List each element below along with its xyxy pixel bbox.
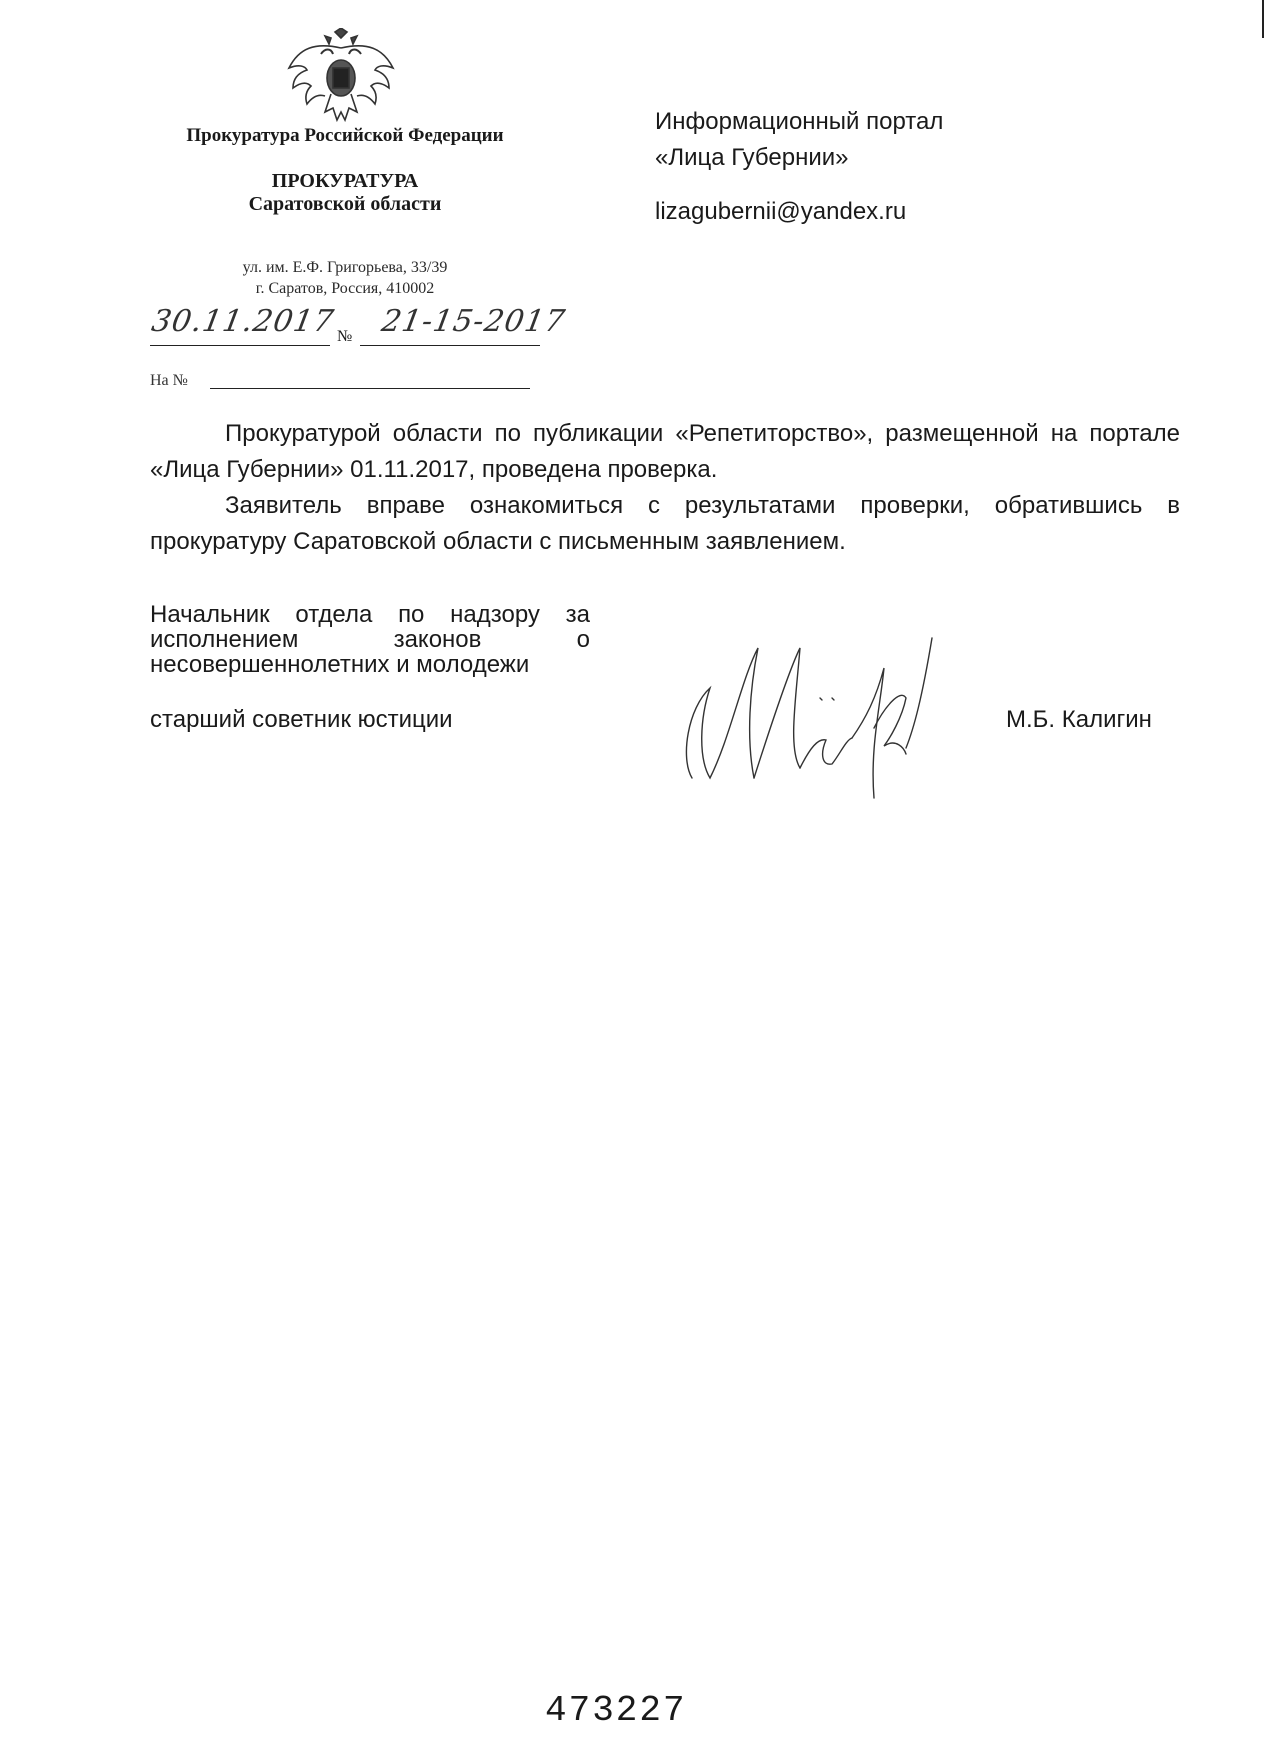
recipient-block [655, 104, 943, 176]
reference-underline [210, 388, 530, 389]
signer-name: М.Б. Калигин [1006, 706, 1152, 733]
reg-number-label: № [337, 328, 353, 345]
body-paragraph-2: Заявитель вправе ознакомиться с результатами проверки, обратившись в прокуратуру Саратовской области с письменным заявлением. [150, 492, 1180, 555]
letter-body [150, 416, 1180, 560]
recipient-email: lizagubernii@yandex.ru [655, 198, 907, 225]
coat-of-arms-emblem-icon [285, 28, 397, 128]
org-name: Прокуратура Российской Федерации [186, 125, 504, 146]
signer-position-line1: Начальник отдела по надзору за исполнением законов о [150, 601, 590, 653]
reg-date-handwritten: 30.11.2017 [148, 304, 337, 339]
recipient-line1: Информационный портал [655, 108, 944, 135]
handwritten-signature-icon [670, 628, 970, 808]
address-line1: ул. им. Е.Ф. Григорьева, 33/39 [242, 259, 448, 276]
recipient-line2: «Лица Губернии» [655, 144, 849, 171]
office-address [150, 257, 540, 299]
address-line2: г. Саратов, Россия, 410002 [255, 280, 435, 297]
signer-position [150, 602, 590, 677]
reg-number-underline [360, 345, 540, 346]
reg-number-handwritten: 21-15-2017 [378, 304, 569, 339]
document-number: 473227 [545, 1690, 687, 1731]
office-title-line2: Саратовской области [248, 193, 442, 215]
reference-label: На № [150, 372, 188, 389]
reg-date-underline [150, 345, 330, 346]
scan-edge-mark [1262, 0, 1264, 38]
signer-position-line2: несовершеннолетних и молодежи [150, 651, 530, 678]
office-title [150, 170, 540, 216]
body-paragraph-1: Прокуратурой области по публикации «Репетиторство», размещенной на портале «Лица Губернии» 01.11.2017, проведена проверка. [150, 420, 1180, 483]
signer-rank: старший советник юстиции [150, 706, 453, 733]
office-title-line1: ПРОКУРАТУРА [271, 170, 419, 192]
